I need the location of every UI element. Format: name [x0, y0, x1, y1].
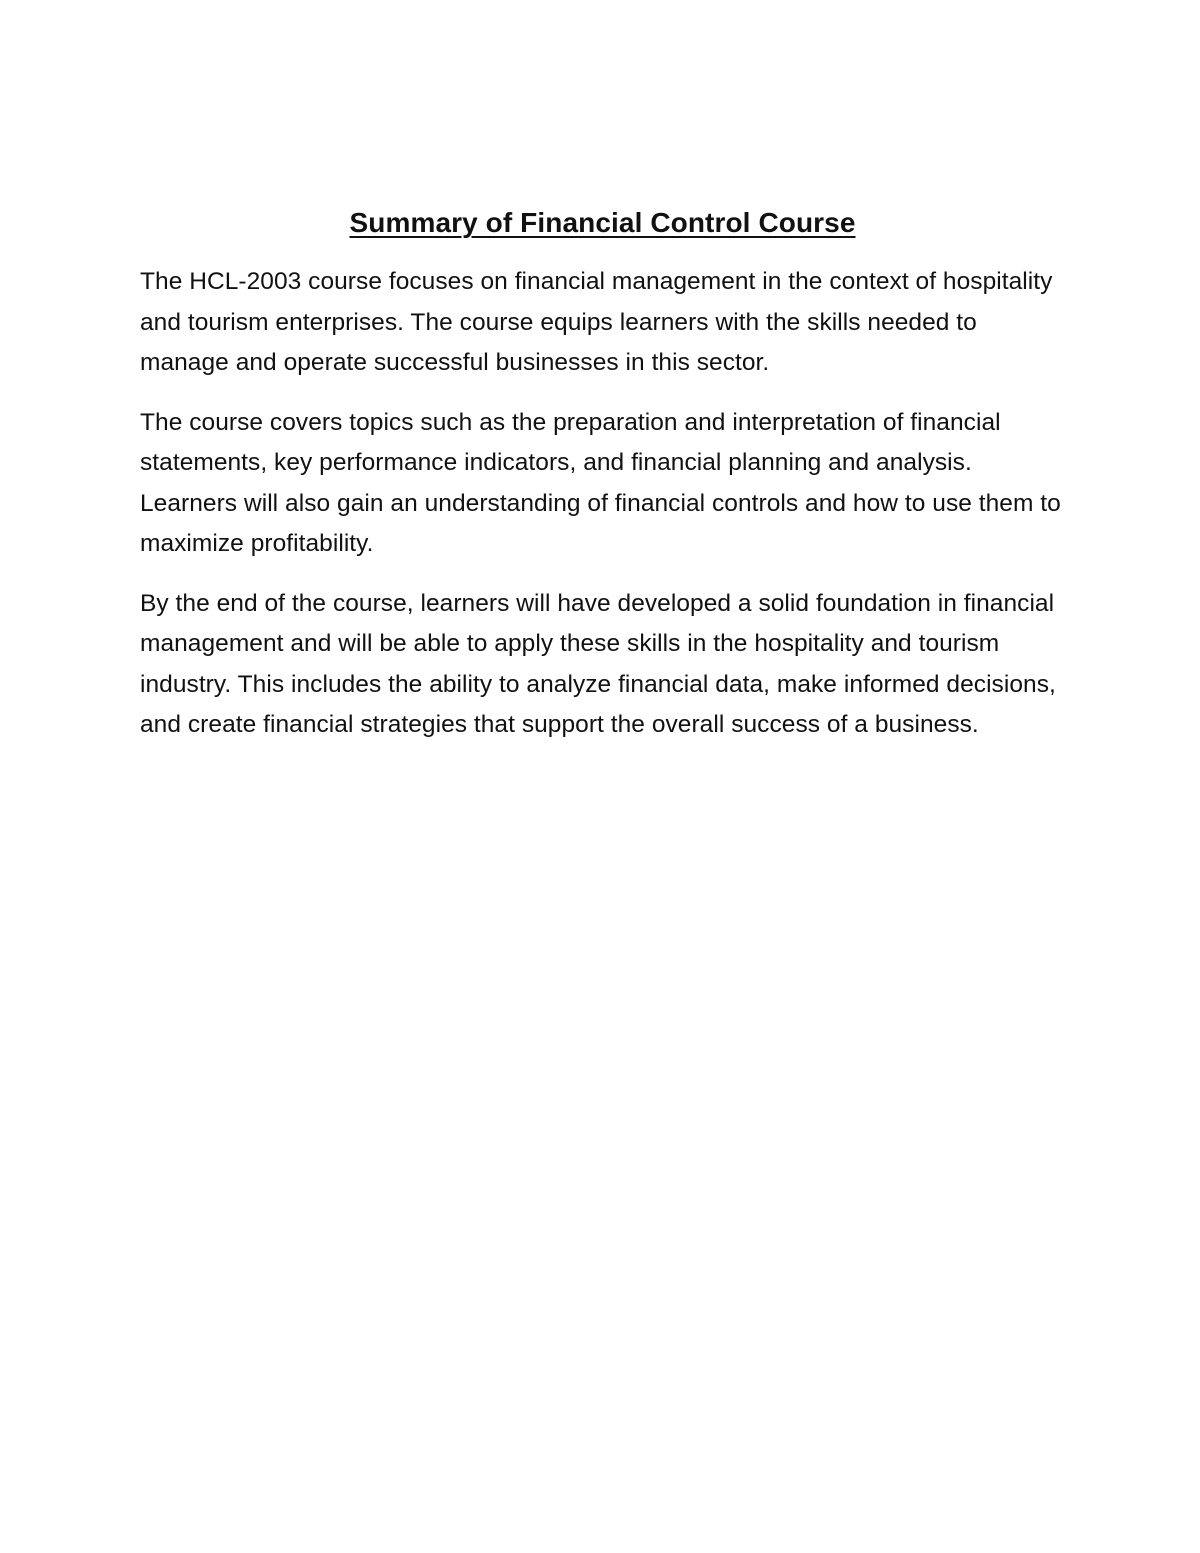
- document-body: [140, 200, 1065, 765]
- paragraph-course-overview: The HCL-2003 course focuses on financial management in the context of hospitality and tourism enterprises. The course equips learners with the skills needed to manage and operate successful businesses in this sector.: [140, 268, 1053, 376]
- paragraph-course-topics: The course covers topics such as the preparation and interpretation of financial statements, key performance indicators, and financial planning and analysis. Learners will also gain an understanding of financial controls and how to use them to maximize profitability.: [140, 408, 1061, 557]
- paragraph-course-outcomes: By the end of the course, learners will have developed a solid foundation in financial management and will be able to apply these skills in the hospitality and tourism industry. This includes the ability to analyze financial data, make informed decisions, and create financial strategies that support the overall success of a business.: [140, 589, 1056, 738]
- document-title: Summary of Financial Control Course: [349, 207, 856, 238]
